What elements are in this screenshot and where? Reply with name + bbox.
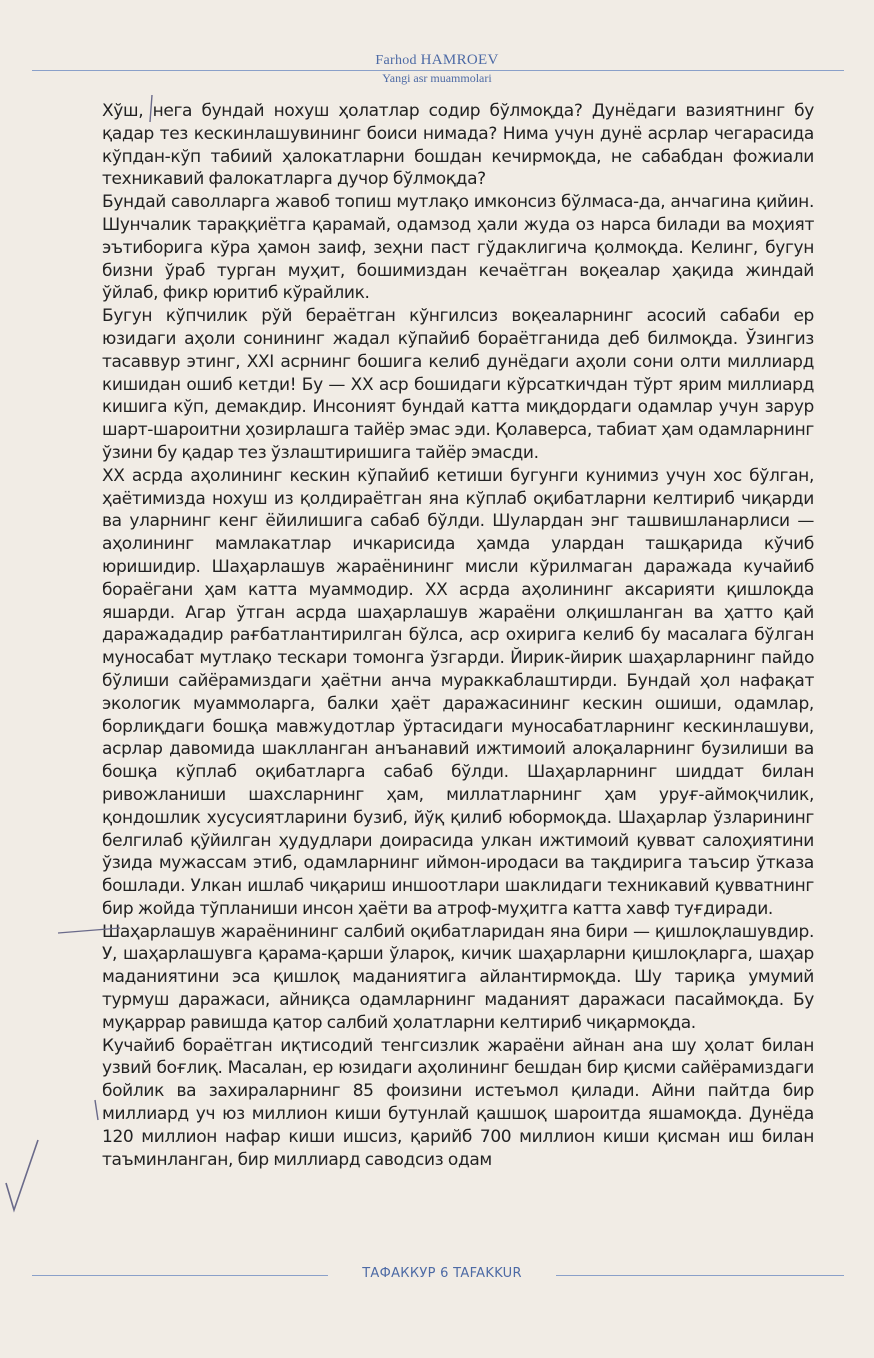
paragraph: Кучайиб бораётган иқтисодий тенгсизлик жараёни айнан ана шу ҳолат билан узвий боғлиқ. Масалан, ер юзидаги аҳолининг бешдан бир қисми сайёрамиздаги бойлик ва захираларнинг 85 фоизини истеъмол қилади. Айни пайтда бир миллиард уч юз миллион киши бутунлай қашшоқ шароитда яшамоқда. Дунёда 120 миллион нафар киши ишсиз, қарийб 700 миллион киши қисман иш билан таъминланган, бир миллиард саводсиз одам: [102, 1035, 814, 1170]
header-rule: [32, 70, 844, 71]
paragraph: Бугун кўпчилик рўй бераётган кўнгилсиз воқеаларнинг асосий сабаби ер юзидаги аҳоли сонининг жадал кўпайиб бораётганида деб билмоқда. Ўзингиз тасаввур этинг, XXI асрнинг бошига келиб дунёдаги аҳоли сони олти миллиард кишидан ошиб кетди! Бу — XX аср бошидаги кўрсаткичдан тўрт ярим миллиард кишига кўп, демакдир. Инсоният бундай катта миқдордаги одамлар учун зарур шарт-шароитни ҳозирлашга тайёр эмас эди. Қолаверса, табиат ҳам одамларнинг ўзини бу қадар тез ўзлаштиришига тайёр эмасди.: [102, 306, 814, 463]
paragraph: XX асрда аҳолининг кескин кўпайиб кетиши бугунги кунимиз учун хос бўлган, ҳаётимизда нохуш из қолдираётган яна кўплаб оқибатларни келтириб чиқарди ва уларнинг кенг ёйилишига сабаб бўлди. Шулардан энг ташвишланарлиси — аҳолининг мамлакатлар ичкарисида ҳамда улардан ташқарида кўчиб юришидир. Шаҳарлашув жараёнининг мисли кўрилмаган даражада кучайиб бораёгани ҳам катта муаммодир. XX асрда аҳолининг аксарияти қишлоқда яшарди. Агар ўтган асрда шаҳарлашув жараёни олқишланган ва ҳатто қай даражададир рағбатлантирилган бўлса, аср охирига келиб бу масалага бўлган муносабат мутлақо тескари томонга ўзгарди. Йирик-йирик шаҳарларнинг пайдо бўлиши сайёрамиздаги ҳаётни анча мураккаблаштирди. Бундай ҳол нафақат экологик муаммоларга, балки ҳаёт даражасининг кескин ошиши, одамлар, борлиқдаги бошқа мавжудотлар ўртасидаги муносабатларнинг кескинлашуви, асрлар давомида шаклланган анъанавий ижтимоий алоқаларнинг бузилиши ва бошқа кўплаб оқибатларга сабаб бўлди. Шаҳарларнинг шиддат билан ривожланиши шахсларнинг ҳам, миллатларнинг ҳам уруғ-аймоқчилик, қондошлик хусусиятларини бузиб, йўқ қилиб юбормоқда. Шаҳарлар ўзларининг белгилаб қўйилган ҳудудлари доирасида улкан ижтимоий қувват салоҳиятини ўзида мужассам этиб, одамларнинг иймон-иродаси ва тақдирига таъсир ўтказа бошлади. Улкан ишлаб чиқариш иншоотлари шаклидаги техникавий қувватнинг бир жойда тўпланиши инсон ҳаёти ва атроф-муҳитга катта хавф туғдиради.: [102, 465, 814, 919]
footer-rule-left: [32, 1275, 328, 1276]
article-body: [102, 100, 814, 1171]
header-title: Yangi asr muammolari: [382, 71, 492, 85]
header-author: [0, 52, 874, 69]
pen-mark-check: [6, 1140, 38, 1210]
paragraph: Шаҳарлашув жараёнининг салбий оқибатларидан яна бири — қишлоқлашувдир. У, шаҳарлашувга қарама-қарши ўлароқ, кичик шаҳарларни қишлоқларга, шаҳар маданиятини эса қишлоқ маданиятига айлантирмоқда. Шу тариқа умумий турмуш даражаси, айниқса одамларнинг маданият даражаси пасаймоқда. Бу муқаррар равишда қатор салбий ҳолатларни келтириб чиқармоқда.: [102, 921, 814, 1033]
author-first-name: Farhod: [375, 53, 417, 68]
running-header: [0, 52, 874, 86]
footer-label: ТАФАККУР 6 TAFAKKUR: [362, 1266, 522, 1281]
paragraph: Хўш, нега бундай нохуш ҳолатлар содир бўлмоқда? Дунёдаги вазиятнинг бу қадар тез кескинлашувининг боиси нимада? Нима учун дунё асрлар чегарасида кўпдан-кўп табиий ҳалокатларни бошдан кечирмоқда, не сабабдан фожиали техникавий фалокатларга дучор бўлмоқда?: [102, 101, 814, 190]
paragraph: Бундай саволларга жавоб топиш мутлақо имконсиз бўлмаса-да, анчагина қийин. Шунчалик тараққиётга қарамай, одамзод ҳали жуда оз нарса билади ва моҳият эътиборига кўра ҳамон заиф, зеҳни паст гўдаклигича қолмоқда. Келинг, бугун бизни ўраб турган муҳит, бошимиздан кечаётган воқеалар ҳақида жиндай ўйлаб, фикр юритиб кўрайлик.: [102, 192, 814, 304]
page-footer: [0, 1266, 874, 1284]
pen-mark-bracket: [95, 1100, 98, 1120]
footer-rule-right: [556, 1275, 844, 1276]
author-last-name: HAMROEV: [420, 52, 499, 68]
